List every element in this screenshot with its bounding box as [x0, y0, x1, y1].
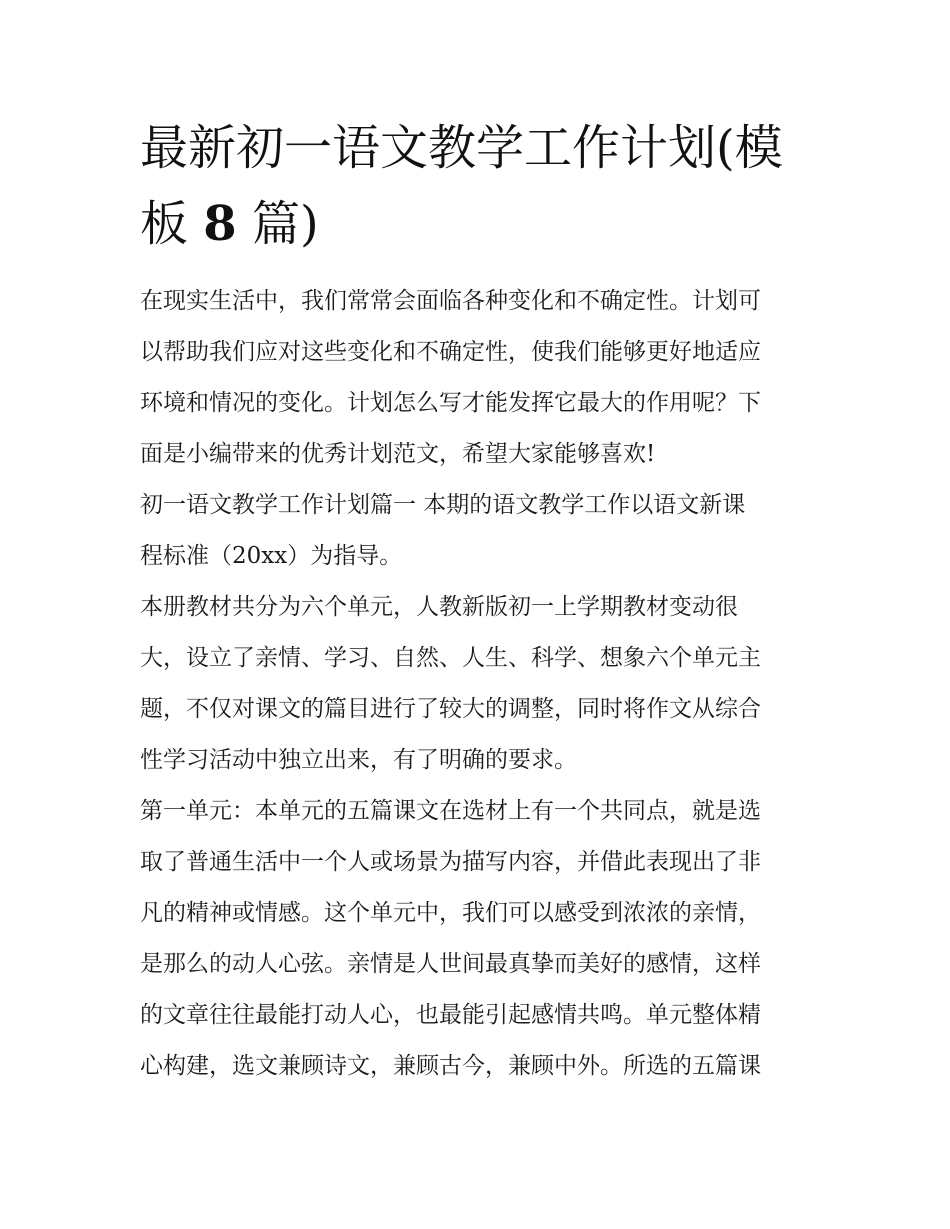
text-line: 题，不仅对课文的篇目进行了较大的调整，同时将作文从综合 — [140, 696, 761, 722]
text-line: 大，设立了亲情、学习、自然、人生、科学、想象六个单元主 — [140, 645, 761, 671]
text-line: 以帮助我们应对这些变化和不确定性，使我们能够更好地适应 — [140, 339, 761, 365]
title-line-2-part-b: 篇) — [251, 196, 319, 252]
text-line: 性学习活动中独立出来，有了明确的要求。 — [140, 747, 577, 773]
title-line-2 — [140, 186, 820, 262]
text-line: 初一语文教学工作计划篇一 本期的语文教学工作以语文新课 — [140, 492, 746, 518]
text-line: 面是小编带来的优秀计划范文，希望大家能够喜欢! — [140, 441, 656, 467]
title-line-2-part-a: 板 — [140, 196, 189, 252]
text-line: 是那么的动人心弦。亲情是人世间最真挚而美好的感情，这样 — [140, 951, 761, 977]
text-line: 程标准（20xx）为指导。 — [140, 543, 403, 569]
text-line: 第一单元：本单元的五篇课文在选材上有一个共同点，就是选 — [140, 798, 761, 824]
text-line: 心构建，选文兼顾诗文，兼顾古今，兼顾中外。所选的五篇课 — [140, 1053, 761, 1079]
paragraph-plan-one — [140, 480, 830, 582]
text-line: 的文章往往最能打动人心，也最能引起感情共鸣。单元整体精 — [140, 1002, 761, 1028]
text-line: 本册教材共分为六个单元，人教新版初一上学期教材变动很 — [140, 594, 738, 620]
title-line-2-number: 8 — [203, 196, 237, 252]
title-line-1: 最新初一语文教学工作计划(模 — [140, 120, 783, 176]
text-line: 在现实生活中，我们常常会面临各种变化和不确定性。计划可 — [140, 288, 761, 314]
document-title — [140, 110, 820, 262]
paragraph-textbook — [140, 582, 830, 786]
text-line: 取了普通生活中一个人或场景为描写内容，并借此表现出了非 — [140, 849, 761, 875]
document-body — [140, 276, 830, 1092]
text-line: 凡的精神或情感。这个单元中，我们可以感受到浓浓的亲情， — [140, 900, 761, 926]
paragraph-intro — [140, 276, 830, 480]
paragraph-unit-one — [140, 786, 830, 1092]
text-line: 环境和情况的变化。计划怎么写才能发挥它最大的作用呢？下 — [140, 390, 761, 416]
